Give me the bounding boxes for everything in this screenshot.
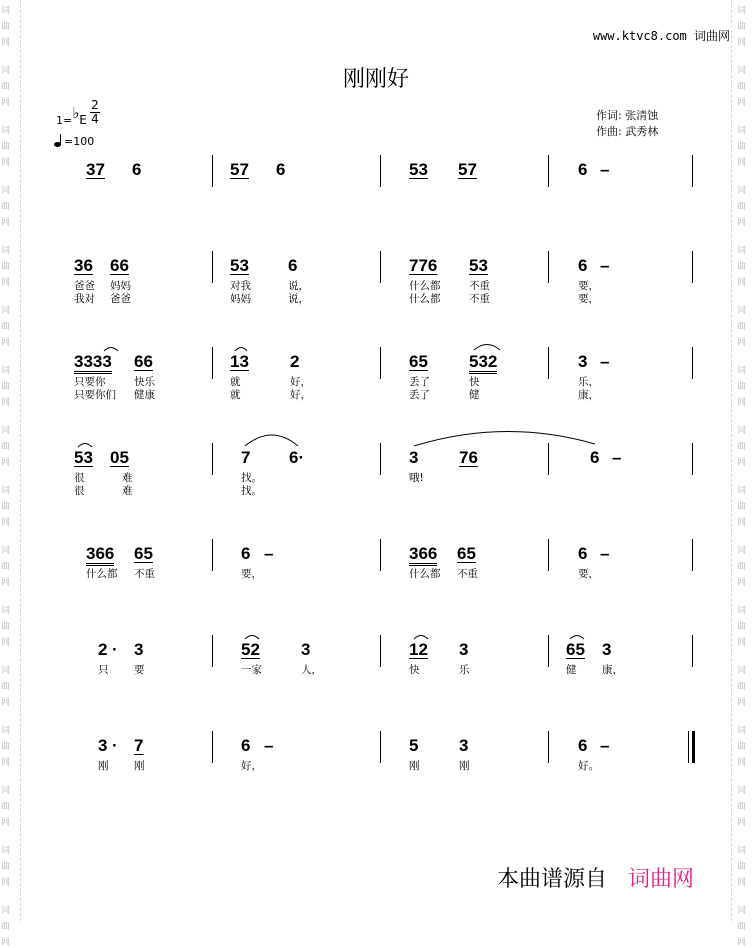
note-group: 65 — [134, 544, 153, 563]
watermark-char: 网 — [1, 458, 11, 468]
lyric-word: 人， — [301, 664, 322, 676]
watermark-char: 网 — [1, 518, 11, 528]
note-group: 66 — [134, 352, 153, 371]
watermark-char: 曲 — [737, 742, 747, 752]
note-group: 3333 — [74, 352, 112, 374]
site-url[interactable]: www.ktvc8.com 词曲网 — [592, 29, 730, 43]
note-group: 52 — [241, 640, 260, 659]
footer-source — [497, 862, 694, 893]
watermark-char: 词 — [737, 366, 747, 376]
note-group: 5 — [409, 736, 419, 755]
watermark-char: 词 — [1, 546, 11, 556]
watermark-char: 网 — [1, 338, 11, 348]
lyric-word: 要， — [241, 568, 262, 580]
watermark-char: 词 — [737, 606, 747, 616]
note-group: 37 — [86, 160, 105, 179]
watermark-char: 网 — [737, 338, 747, 348]
lyric-word: 不重 — [469, 280, 490, 292]
note-group: 65 — [457, 544, 476, 563]
footer-lead: 本曲谱源自 — [497, 867, 608, 892]
watermark-char: 网 — [737, 218, 747, 228]
note-group: 57 — [458, 160, 477, 179]
lyric-word: 妈妈 — [230, 293, 251, 305]
watermark-char: 曲 — [1, 802, 11, 812]
note-group: 3 — [301, 640, 311, 659]
watermark-char: 曲 — [1, 622, 11, 632]
watermark-char: 词 — [1, 486, 11, 496]
note-group: 57 — [230, 160, 249, 179]
watermark-char: 词 — [1, 786, 11, 796]
watermark-char: 网 — [1, 218, 11, 228]
note-group: 7 — [134, 736, 144, 755]
key-prefix: 1= — [56, 114, 73, 127]
lyric-word: 找。 — [241, 472, 262, 484]
watermark-char: 词 — [1, 306, 11, 316]
lyric-word: 只 — [98, 664, 109, 676]
lyric-word: 不重 — [457, 568, 478, 580]
watermark-char: 曲 — [1, 382, 11, 392]
note-group: 3 — [409, 448, 419, 467]
lyric-word: 不重 — [134, 568, 155, 580]
note-group: 776 — [409, 256, 438, 275]
lyric-word: 快 — [469, 376, 480, 388]
watermark-char: 网 — [737, 878, 747, 888]
note-group: – — [264, 736, 274, 755]
watermark-char: 曲 — [737, 922, 747, 932]
watermark-char: 曲 — [737, 82, 747, 92]
note-group: 3 — [459, 640, 469, 659]
lyric-word: 要， — [578, 293, 599, 305]
note-group: · — [112, 640, 118, 659]
lyric-word: 刚 — [134, 760, 145, 772]
composer-credit: 作曲: 武秀林 — [596, 125, 659, 138]
lyric-word: 就 — [230, 389, 241, 401]
note-group: 532 — [469, 352, 497, 374]
watermark-char: 网 — [737, 158, 747, 168]
note-group: 366 — [409, 544, 437, 566]
slur-arc — [245, 636, 259, 640]
note-group: – — [600, 160, 610, 179]
watermark-char: 词 — [1, 426, 11, 436]
watermark-char: 曲 — [1, 742, 11, 752]
watermark-char: 网 — [1, 938, 11, 948]
watermark-char: 曲 — [737, 382, 747, 392]
note-group: 36 — [74, 256, 93, 275]
watermark-char: 曲 — [737, 682, 747, 692]
lyric-word: 说， — [288, 293, 309, 305]
note-group: – — [600, 256, 610, 275]
lyric-word: 什么都 — [409, 293, 441, 305]
note-group: 6 — [132, 160, 142, 179]
watermark-char: 曲 — [737, 322, 747, 332]
lyric-word: 健 — [566, 664, 577, 676]
note-group: 76 — [459, 448, 478, 467]
lyric-word: 康， — [578, 389, 599, 401]
watermark-char: 词 — [737, 126, 747, 136]
lyric-word: 什么都 — [409, 280, 441, 292]
lyric-word: 很 — [74, 485, 85, 497]
lyric-word: 什么都 — [86, 568, 118, 580]
note-group: 6 — [578, 736, 588, 755]
lyric-word: 快 — [409, 664, 420, 676]
watermark-char: 曲 — [737, 262, 747, 272]
lyric-word: 康， — [602, 664, 623, 676]
watermark-char: 网 — [737, 98, 747, 108]
note-group: 65 — [566, 640, 585, 659]
watermark-char: 曲 — [737, 502, 747, 512]
lyric-word: 我对 — [74, 293, 95, 305]
lyric-word: 不重 — [469, 293, 490, 305]
lyric-word: 健 — [469, 389, 480, 401]
slur-arc — [235, 348, 247, 352]
note-group: – — [600, 544, 610, 563]
watermark-char: 曲 — [737, 442, 747, 452]
watermark-char: 词 — [1, 366, 11, 376]
lyric-word: 很 — [74, 472, 85, 484]
lyric-word: 只要你们 — [74, 389, 116, 401]
note-group: – — [600, 352, 610, 371]
note-group: 66 — [110, 256, 129, 275]
watermark-char: 曲 — [1, 202, 11, 212]
tie-arc — [414, 431, 595, 446]
watermark-char: 网 — [1, 578, 11, 588]
watermark-char: 曲 — [737, 622, 747, 632]
watermark-char: 曲 — [737, 142, 747, 152]
watermark-char: 词 — [737, 246, 747, 256]
watermark-char: 词 — [737, 546, 747, 556]
note-group: – — [612, 448, 622, 467]
note-group: 53 — [469, 256, 488, 275]
lyric-word: 只要你 — [74, 376, 106, 388]
note-group: – — [600, 736, 610, 755]
watermark-char: 曲 — [737, 862, 747, 872]
watermark-char: 网 — [1, 158, 11, 168]
note-group: 53 — [409, 160, 428, 179]
note-group: 6 — [241, 544, 251, 563]
watermark-char: 网 — [737, 758, 747, 768]
lyric-word: 什么都 — [409, 568, 441, 580]
watermark-char: 网 — [737, 938, 747, 948]
slur-arc — [414, 636, 428, 640]
note-group: 6 — [241, 736, 251, 755]
lyric-word: 刚 — [98, 760, 109, 772]
lyric-word: 难 — [122, 485, 133, 497]
watermark-char: 网 — [737, 278, 747, 288]
note-group: 12 — [409, 640, 428, 659]
note-group: · — [112, 736, 118, 755]
lyric-word: 一家 — [241, 664, 262, 676]
lyric-word: 健康 — [134, 389, 155, 401]
watermark-char: 曲 — [1, 562, 11, 572]
time-top: 2 — [91, 98, 99, 112]
note-group: 6 — [578, 544, 588, 563]
watermark-char: 网 — [737, 458, 747, 468]
watermark-char: 曲 — [1, 82, 11, 92]
slur-arc — [474, 345, 500, 351]
slur-arc — [570, 636, 584, 640]
note-group: 3 — [98, 736, 108, 755]
lyric-word: 妈妈 — [110, 280, 131, 292]
watermark-char: 词 — [1, 666, 11, 676]
watermark-char: 曲 — [1, 502, 11, 512]
watermark-char: 网 — [737, 38, 747, 48]
watermark-char: 词 — [737, 906, 747, 916]
note-group: 6· — [289, 448, 305, 467]
lyric-word: 难 — [122, 472, 133, 484]
lyric-word: 丢了 — [409, 389, 430, 401]
lyric-word: 哦! — [409, 472, 424, 484]
watermark-char: 网 — [1, 278, 11, 288]
watermark-char: 曲 — [1, 22, 11, 32]
lyric-word: 好， — [290, 376, 311, 388]
watermark-char: 词 — [1, 186, 11, 196]
lyric-word: 好， — [241, 760, 262, 772]
note-group: 6 — [578, 160, 588, 179]
watermark-char: 词 — [737, 306, 747, 316]
tempo-value: =100 — [64, 135, 95, 148]
lyric-word: 快乐 — [134, 376, 155, 388]
watermark-char: 词 — [1, 6, 11, 16]
watermark-char: 网 — [737, 698, 747, 708]
watermark-char: 曲 — [1, 682, 11, 692]
watermark-char: 词 — [1, 726, 11, 736]
note-group: 6 — [288, 256, 298, 275]
note-group: 6 — [578, 256, 588, 275]
slur-arc — [104, 348, 118, 352]
watermark-char: 词 — [1, 126, 11, 136]
watermark-char: 词 — [1, 606, 11, 616]
flat-sign: ♭ — [72, 104, 80, 122]
watermark-char: 网 — [1, 38, 11, 48]
watermark-char: 网 — [1, 878, 11, 888]
watermark-char: 词 — [737, 726, 747, 736]
key-note: E — [79, 113, 87, 127]
lyric-word: 刚 — [409, 760, 420, 772]
note-group: 2 — [290, 352, 300, 371]
note-group: 05 — [110, 448, 129, 467]
song-title: 刚刚好 — [342, 67, 409, 92]
note-group: 53 — [74, 448, 93, 467]
watermark-char: 曲 — [737, 802, 747, 812]
watermark-char: 网 — [1, 698, 11, 708]
watermark-char: 词 — [737, 426, 747, 436]
note-group: 65 — [409, 352, 428, 371]
watermark-char: 词 — [737, 66, 747, 76]
watermark-char: 网 — [737, 398, 747, 408]
lyric-word: 对我 — [230, 280, 251, 292]
note-group: 3 — [602, 640, 612, 659]
watermark-char: 词 — [1, 66, 11, 76]
watermark-char: 网 — [1, 98, 11, 108]
watermark-char: 网 — [1, 638, 11, 648]
lyric-word: 要， — [578, 280, 599, 292]
note-group: 53 — [230, 256, 249, 275]
watermark-char: 曲 — [737, 202, 747, 212]
lyric-word: 找。 — [241, 485, 262, 497]
watermark-char: 词 — [737, 846, 747, 856]
watermark-char: 词 — [737, 666, 747, 676]
watermark-char: 词 — [1, 846, 11, 856]
note-group: 7 — [241, 448, 251, 467]
lyric-word: 要 — [134, 664, 145, 676]
note-group: 6 — [590, 448, 600, 467]
watermark-char: 词 — [1, 246, 11, 256]
watermark-char: 曲 — [1, 922, 11, 932]
lyric-word: 好。 — [578, 760, 599, 772]
tie-arc — [245, 435, 298, 446]
watermark-char: 曲 — [1, 262, 11, 272]
note-group: 366 — [86, 544, 114, 566]
watermark-char: 网 — [1, 818, 11, 828]
watermark-char: 曲 — [737, 22, 747, 32]
watermark-char: 网 — [737, 638, 747, 648]
lyric-word: 刚 — [459, 760, 470, 772]
lyric-word: 爸爸 — [74, 280, 95, 292]
lyric-word: 乐 — [459, 664, 470, 676]
footer-brand[interactable]: 词曲网 — [628, 867, 695, 892]
slur-arc — [78, 444, 92, 448]
note-group: 3 — [459, 736, 469, 755]
note-group: – — [264, 544, 274, 563]
lyricist-credit: 作词: 张清蚀 — [596, 109, 659, 122]
watermark-char: 词 — [737, 6, 747, 16]
watermark-char: 网 — [1, 758, 11, 768]
watermark-char: 曲 — [1, 862, 11, 872]
watermark-char: 词 — [737, 786, 747, 796]
watermark-char: 网 — [737, 518, 747, 528]
lyric-word: 丢了 — [409, 376, 430, 388]
watermark-char: 曲 — [737, 562, 747, 572]
watermark-char: 曲 — [1, 442, 11, 452]
watermark-char: 曲 — [1, 322, 11, 332]
lyric-word: 要， — [578, 568, 599, 580]
watermark-char: 网 — [1, 398, 11, 408]
watermark-char: 网 — [737, 818, 747, 828]
watermark-char: 曲 — [1, 142, 11, 152]
watermark-char: 词 — [737, 186, 747, 196]
watermark-char: 网 — [737, 578, 747, 588]
note-group: 3 — [578, 352, 588, 371]
lyric-word: 乐， — [578, 376, 599, 388]
note-group: 2 — [98, 640, 108, 659]
note-group: 6 — [276, 160, 286, 179]
time-bottom: 4 — [91, 112, 99, 126]
watermark-char: 词 — [1, 906, 11, 916]
lyric-word: 说， — [288, 280, 309, 292]
lyric-word: 爸爸 — [110, 293, 131, 305]
lyric-word: 就 — [230, 376, 241, 388]
note-group: 13 — [230, 352, 249, 371]
note-group: 3 — [134, 640, 144, 659]
lyric-word: 好， — [290, 389, 311, 401]
watermark-char: 词 — [737, 486, 747, 496]
